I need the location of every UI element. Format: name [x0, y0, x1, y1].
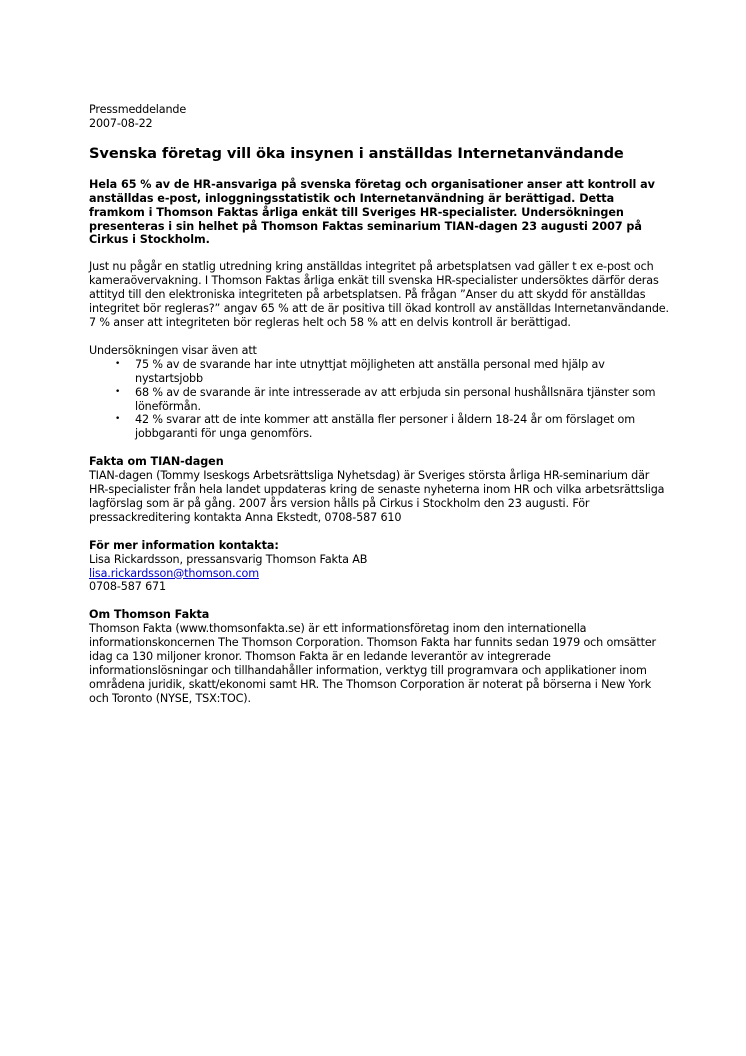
findings-intro: Undersökningen visar även att: [89, 343, 257, 357]
lead-paragraph: Hela 65 % av de HR-ansvariga på svenska företag och organisationer anser att kontroll av anställdas e-post, inloggningsstatistik och Internetanvändning är berättigad. Detta framkom i Thomson Faktas årliga enkät till Sveriges HR-specialister. Undersökningen presenteras i sin helhet på Thomson Faktas seminarium TIAN-dagen 23 augusti 2007 på Cirkus i Stockholm.: [89, 177, 655, 247]
body-paragraph: Just nu pågår en statlig utredning kring anställdas integritet på arbetsplatsen vad gäller t ex e-post och kameraövervakning. I Thomson Faktas årliga enkät till svenska HR-specialister undersöktes därför deras attityd till den elektroniska integriteten på arbetsplatsen. På frågan ”Anser du att skydd för anställdas integritet bör regleras?” angav 65 % att de är positiva till ökad kontroll av anställdas Internetanvändande. 7 % anser att integriteten bör regleras helt och 58 % att en delvis kontroll är berättigad.: [89, 260, 669, 329]
bullet-icon: •: [115, 358, 121, 369]
list-item-text: 42 % svarar att de inte kommer att anställa fler personer i åldern 18-24 år om förslaget om jobbgaranti för unga genomförs.: [135, 413, 635, 441]
findings-list: [89, 358, 669, 441]
about-heading: Om Thomson Fakta: [89, 608, 210, 622]
list-item-text: 68 % av de svarande är inte intresserade av att erbjuda sin personal hushållsnära tjänster som löneförmån.: [135, 385, 656, 413]
tian-text: TIAN-dagen (Tommy Iseskogs Arbetsrättsliga Nyhetsdag) är Sveriges största årliga HR-seminarium där HR-specialister från hela landet uppdateras kring de senaste nyheterna inom HR och vilka arbetsrättsliga lagförslag som är på gång. 2007 års version hålls på Cirkus i Stockholm den 23 augusti. För pressackreditering kontakta Anna Ekstedt, 0708-587 610: [89, 469, 665, 524]
press-release-page: [89, 103, 669, 706]
list-item: [115, 385, 669, 414]
document-type-label: Pressmeddelande: [89, 103, 187, 116]
about-text: Thomson Fakta (www.thomsonfakta.se) är ett informationsföretag inom den internationella informationskoncernen The Thomson Corporation. Thomson Fakta har funnits sedan 1979 och omsätter idag ca 130 miljoner kronor. Thomson Fakta är en ledande leverantör av integrerade informationslösningar och tillhandahåller information, verktyg till programvara och applikationer inom områdena juridik, skatt/ekonomi samt HR. The Thomson Corporation är noterat på börserna i New York och Toronto (NYSE, TSX:TOC).: [89, 622, 657, 705]
tian-heading: Fakta om TIAN-dagen: [89, 455, 224, 469]
contact-name: Lisa Rickardsson, pressansvarig Thomson Fakta AB: [89, 552, 368, 566]
contact-email-link[interactable]: lisa.rickardsson@thomson.com: [89, 566, 259, 580]
contact-phone: 0708-587 671: [89, 580, 166, 594]
headline: Svenska företag vill öka insynen i anställdas Internetanvändande: [89, 144, 624, 162]
bullet-icon: •: [115, 414, 121, 425]
list-item-text: 75 % av de svarande har inte utnyttjat möjligheten att anställa personal med hjälp av nystartsjobb: [135, 357, 605, 385]
bullet-icon: •: [115, 386, 121, 397]
list-item: [115, 357, 669, 386]
list-item: [115, 413, 669, 441]
release-date: 2007-08-22: [89, 116, 153, 130]
contact-heading: För mer information kontakta:: [89, 538, 279, 552]
